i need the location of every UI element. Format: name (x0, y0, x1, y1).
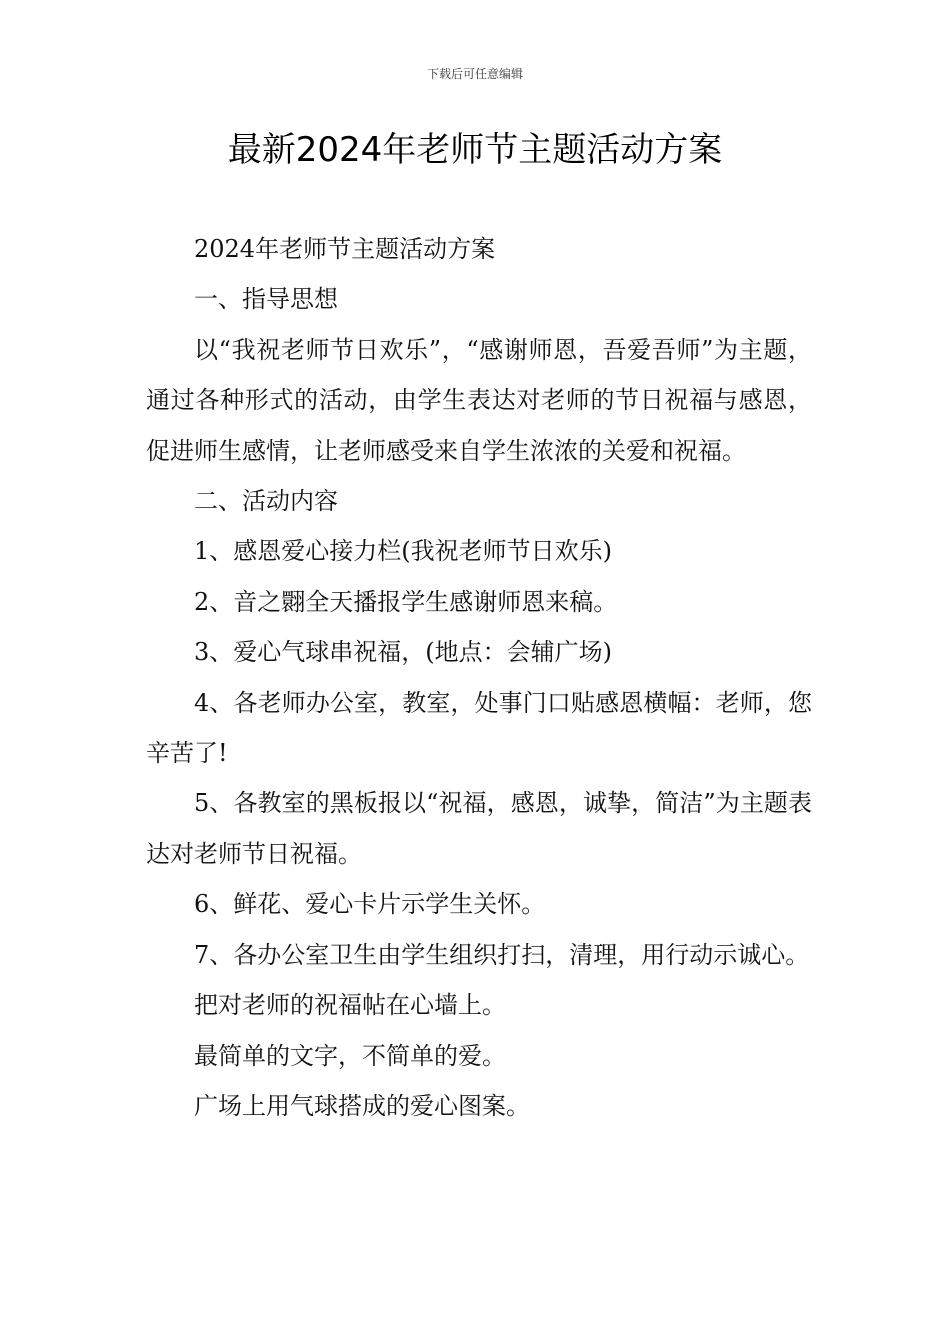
body-paragraph: 最简单的文字，不简单的爱。 (194, 1041, 506, 1070)
list-item-1: 1、感恩爱心接力栏(我祝老师节日欢乐) (194, 537, 612, 566)
header-note: 下载后可任意编辑 (426, 67, 523, 81)
list-item-5: 5、各教室的黑板报以“祝福，感恩，诚挚，简洁”为主题表达对老师节日祝福。 (146, 789, 812, 868)
list-item-2: 2、音之翾全天播报学生感谢师恩来稿。 (194, 587, 618, 616)
subtitle-paragraph: 2024年老师节主题活动方案 (194, 235, 496, 263)
section-heading-guiding-ideology: 一、指导思想 (194, 285, 338, 314)
document-body (146, 224, 812, 1131)
document-title: 最新2024年老师节主题活动方案 (227, 130, 723, 170)
body-paragraph: 把对老师的祝福帖在心墙上。 (194, 991, 506, 1020)
list-item-3: 3、爱心气球串祝福，(地点：会辅广场) (194, 638, 612, 667)
list-item-6: 6、鲜花、爱心卡片示学生关怀。 (194, 890, 546, 919)
list-item-7: 7、各办公室卫生由学生组织打扫，清理，用行动示诚心。 (194, 940, 810, 969)
list-item-4: 4、各老师办公室，教室，处事门口贴感恩横幅：老师，您辛苦了! (146, 688, 812, 768)
section-heading-activity-content: 二、活动内容 (194, 487, 338, 516)
body-paragraph: 广场上用气球搭成的爱心图案。 (194, 1091, 530, 1120)
body-paragraph: 以“我祝老师节日欢乐”，“感谢师恩，吾爱吾师”为主题，通过各种形式的活动，由学生表达对老师的节日祝福与感恩，促进师生感情，让老师感受来自学生浓浓的关爱和祝福。 (146, 335, 812, 465)
